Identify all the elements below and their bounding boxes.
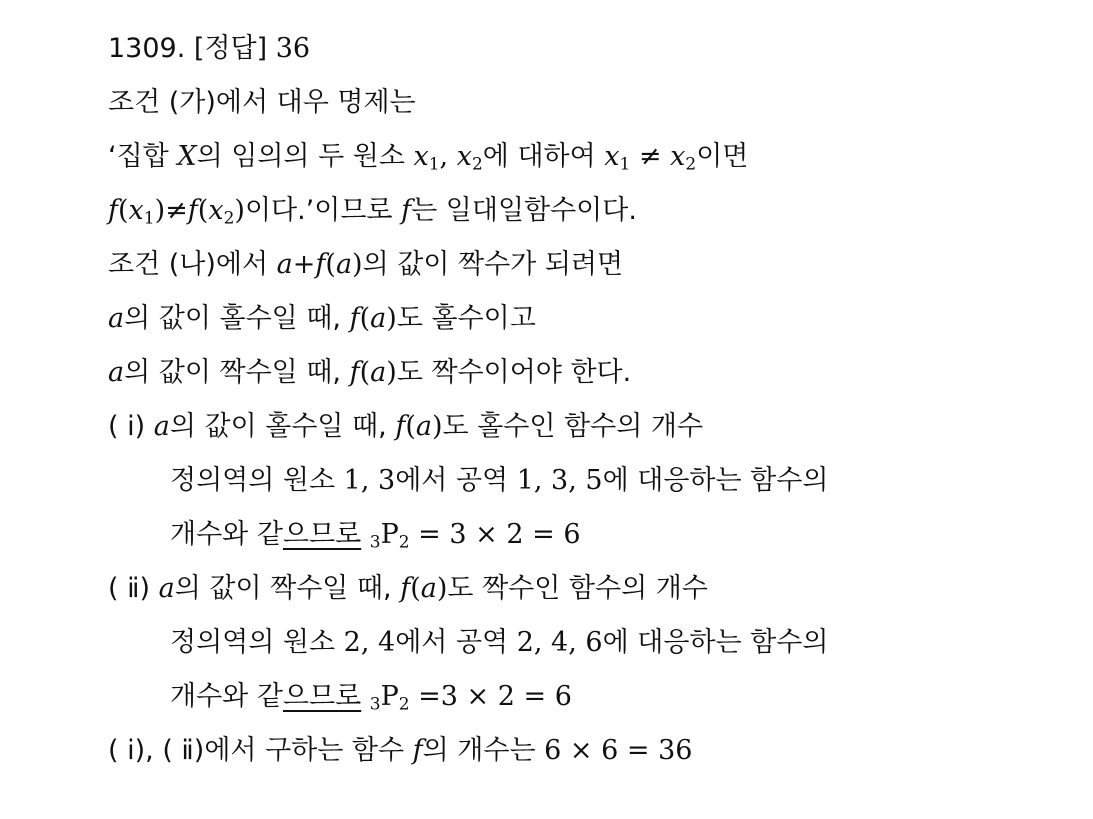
line-conclusion — [108, 724, 1068, 778]
text-segment: 2, 4 — [343, 627, 396, 658]
text-segment: ( — [197, 195, 209, 226]
text-segment: 에 대하여 — [482, 141, 605, 172]
subscript-text: 2 — [398, 694, 410, 715]
text-segment: 개수와 같 — [170, 519, 283, 550]
math-variable: a — [108, 303, 125, 334]
text-segment: P — [380, 519, 399, 550]
text-segment: 으므로 — [282, 519, 362, 550]
text-segment: 는 일대일함수이다. — [411, 195, 637, 226]
text-segment: ( ⅰ) — [108, 411, 154, 442]
text-segment: 정의역의 원소 — [170, 465, 344, 496]
text-segment: 의 값이 짝수가 되려면 — [362, 249, 624, 280]
text-segment: =3 × 2 = 6 — [409, 681, 572, 712]
text-segment: ) — [352, 249, 363, 280]
subscript-text: 1 — [143, 208, 155, 229]
text-segment: 의 값이 짝수일 때, — [124, 357, 350, 388]
text-segment: ( — [118, 195, 129, 226]
line-case-i-detail-1 — [108, 454, 1068, 508]
text-segment: 도 짝수인 함수의 개수 — [447, 573, 708, 604]
subscript-text: 2 — [398, 532, 410, 553]
line-contrapositive-1 — [108, 130, 1068, 184]
math-variable: a — [276, 249, 293, 280]
text-segment: 의 값이 홀수일 때, — [124, 303, 350, 334]
subscript-text: 2 — [471, 154, 483, 175]
math-variable: f — [349, 357, 360, 388]
math-variable: f — [401, 195, 412, 226]
math-variable: x — [128, 195, 144, 226]
text-segment: ≠ — [630, 141, 671, 172]
math-variable: f — [400, 573, 411, 604]
text-segment: 1309. [정답] — [108, 33, 276, 64]
text-segment: 이면 — [696, 141, 749, 172]
text-segment: ( — [410, 573, 421, 604]
subscript-text: 2 — [223, 208, 235, 229]
text-segment: ≠ — [165, 195, 188, 226]
text-segment: 도 홀수이고 — [396, 303, 536, 334]
text-segment: ) — [154, 195, 166, 226]
subscript-text: 2 — [685, 154, 697, 175]
math-variable: f — [187, 195, 198, 226]
text-segment: ( ⅰ), ( ⅱ)에서 구하는 함수 — [108, 735, 413, 766]
text-segment: 1, 3 — [343, 465, 396, 496]
text-segment: 6 × 6 = 36 — [544, 735, 693, 766]
text-segment: 도 홀수인 함수의 개수 — [442, 411, 704, 442]
line-case-ii-heading — [108, 562, 1068, 616]
line-cond-b-intro — [108, 238, 1068, 292]
line-case-i-detail-2 — [108, 508, 1068, 562]
math-variable: x — [456, 141, 472, 172]
line-case-i-heading — [108, 400, 1068, 454]
text-segment: , — [439, 141, 457, 172]
math-variable: f — [395, 411, 406, 442]
text-segment: 에서 공역 — [395, 465, 517, 496]
text-segment: 으므로 — [282, 681, 362, 712]
text-segment: 이다.’이므로 — [244, 195, 402, 226]
math-variable: x — [208, 195, 224, 226]
math-variable: x — [670, 141, 686, 172]
text-segment: 정의역의 원소 — [170, 627, 344, 658]
text-segment: = 3 × 2 = 6 — [409, 519, 581, 550]
text-segment: 조건 (나)에서 — [108, 249, 277, 280]
text-segment: 에서 공역 — [395, 627, 517, 658]
solution-document — [108, 22, 1068, 778]
math-variable: x — [604, 141, 620, 172]
line-case-ii-detail-1 — [108, 616, 1068, 670]
line-even-case — [108, 346, 1068, 400]
text-segment: ( — [325, 249, 336, 280]
text-segment: ) — [386, 357, 397, 388]
math-variable: f — [315, 249, 326, 280]
math-variable: f — [108, 195, 118, 226]
text-segment: ) — [436, 573, 448, 604]
math-variable: a — [370, 357, 387, 388]
text-segment: ) — [386, 303, 397, 334]
math-variable: x — [413, 141, 429, 172]
text-segment: 에 대응하는 함수의 — [602, 627, 829, 658]
text-segment: 2, 4, 6 — [516, 627, 603, 658]
text-segment: 36 — [275, 33, 311, 64]
math-variable: X — [177, 141, 197, 172]
text-segment: 에 대응하는 함수의 — [602, 465, 829, 496]
text-segment: 의 값이 홀수일 때, — [169, 411, 396, 442]
line-title — [108, 22, 1068, 76]
line-odd-case — [108, 292, 1068, 346]
math-variable: a — [108, 357, 125, 388]
text-segment: ( — [359, 357, 371, 388]
text-segment: + — [292, 249, 316, 280]
math-variable: a — [370, 303, 387, 334]
text-segment: ) — [432, 411, 443, 442]
math-variable: a — [420, 573, 437, 604]
math-variable: a — [153, 411, 170, 442]
math-variable: f — [349, 303, 360, 334]
subscript-text: 3 — [369, 532, 381, 553]
math-variable: a — [335, 249, 353, 280]
text-segment: ‘집합 — [108, 141, 178, 172]
text-segment: 1, 3, 5 — [516, 465, 603, 496]
text-segment: ( — [405, 411, 416, 442]
text-segment: ) — [234, 195, 245, 226]
line-contrapositive-2 — [108, 184, 1068, 238]
text-segment — [361, 519, 370, 550]
line-case-ii-detail-2 — [108, 670, 1068, 724]
math-variable: a — [158, 573, 175, 604]
subscript-text: 3 — [369, 694, 381, 715]
text-segment: 의 개수는 — [422, 735, 545, 766]
subscript-text: 1 — [428, 154, 440, 175]
text-segment: P — [380, 681, 399, 712]
text-segment: 도 짝수이어야 한다. — [396, 357, 632, 388]
subscript-text: 1 — [619, 154, 631, 175]
text-segment: 의 임의의 두 원소 — [196, 141, 414, 172]
text-segment: 의 값이 짝수일 때, — [174, 573, 401, 604]
text-segment: 개수와 같 — [170, 681, 283, 712]
text-segment: ( — [359, 303, 371, 334]
text-segment: 조건 (가)에서 대우 명제는 — [108, 87, 416, 118]
math-variable: f — [412, 735, 423, 766]
text-segment: ( ⅱ) — [108, 573, 159, 604]
line-cond-a-intro — [108, 76, 1068, 130]
math-variable: a — [415, 411, 432, 442]
text-segment — [361, 681, 370, 712]
